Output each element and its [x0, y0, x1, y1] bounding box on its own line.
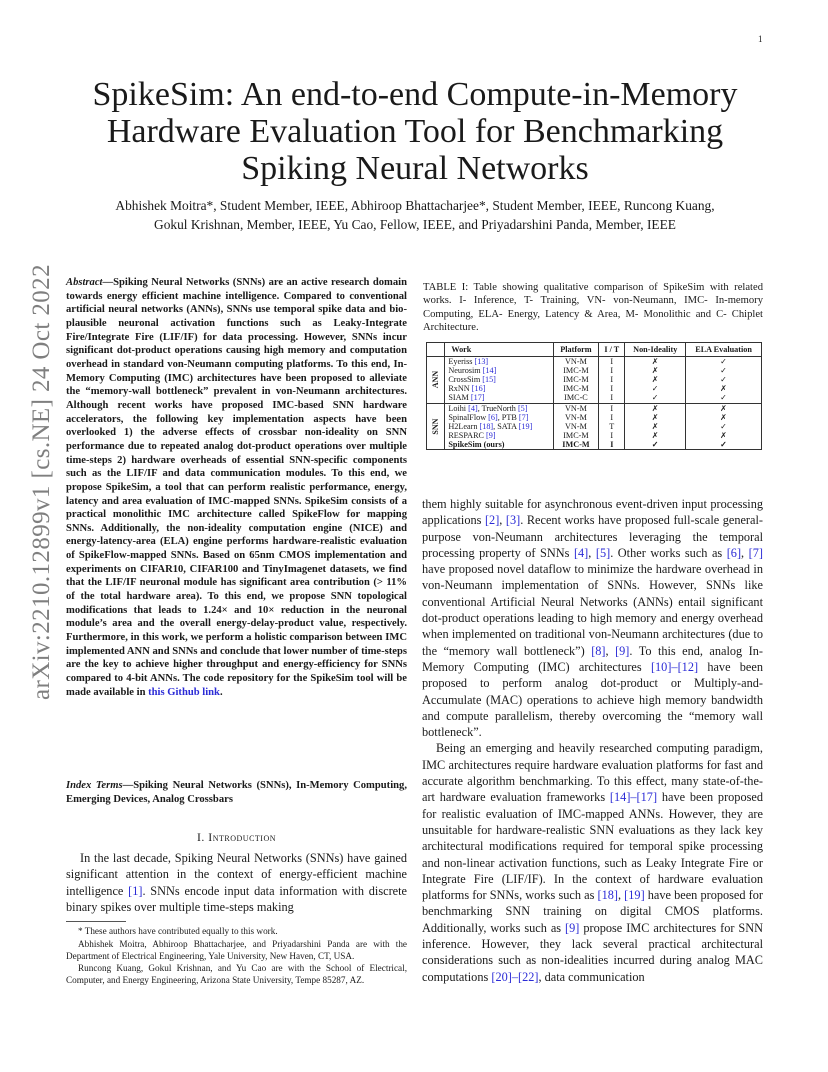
citation-link[interactable]: [20]–[22] [491, 969, 539, 984]
abstract-lead: Abstract [66, 277, 103, 288]
work-name: CrossSim [448, 375, 483, 385]
table-row [427, 375, 762, 384]
page-number: 1 [758, 34, 763, 44]
citation-link[interactable]: [1] [128, 883, 143, 898]
group-cell-snn [427, 403, 445, 449]
header-inference-training: I / T [599, 343, 625, 357]
work-name: RESPARC [448, 430, 487, 440]
footnote-divider [66, 921, 126, 922]
text: , data communication [538, 969, 645, 984]
citation-link[interactable]: [3] [505, 513, 521, 528]
citation-link[interactable]: [15] [482, 375, 496, 385]
paper-title: SpikeSim: An end-to-end Compute-in-Memory Hardware Evaluation Tool for Benchmarking Spiking Neural Networks [92, 76, 738, 187]
text: propose IMC architectures for SNN inference. However, they lack several practical architectural considerations such as non-idealities incurred during analog MAC computations [422, 920, 763, 984]
cell-work [445, 393, 553, 403]
cell-inference-training: T [599, 422, 625, 431]
cell-work [445, 384, 553, 393]
cell-inference-training: I [599, 375, 625, 384]
abstract-end: . [219, 686, 223, 698]
citation-link[interactable]: [6] [488, 412, 498, 422]
citation-link[interactable]: [6] [726, 545, 742, 560]
text: . To this end, analog In-Memory Computing (IMC) architectures [422, 643, 763, 674]
table-row [427, 384, 762, 393]
cell-inference-training: I [599, 403, 625, 413]
work-name: SpinalFlow [448, 412, 489, 422]
cell-non-ideality: ✗ [625, 422, 686, 431]
cell-non-ideality: ✗ [625, 431, 686, 440]
footnote-equal-contribution: * These authors have contributed equally to this work. [78, 926, 278, 936]
intro-text-2: . SNNs encode input data information with discrete binary spikes over multiple time-steps making [66, 883, 407, 914]
cell-ela: ✓ [686, 366, 762, 375]
table-row [427, 403, 762, 413]
header-work: Work [445, 343, 553, 357]
index-terms-lead: Index Terms [66, 780, 123, 791]
comparison-table [426, 342, 762, 450]
cell-non-ideality: ✓ [625, 440, 686, 450]
cell-ela: ✓ [686, 440, 762, 450]
citation-link[interactable]: [16] [471, 384, 486, 394]
cell-work [445, 431, 553, 440]
work-name: Neurosim [448, 366, 483, 376]
cell-inference-training: I [599, 384, 625, 393]
comparison-table-container [426, 342, 762, 450]
text: , [617, 888, 625, 903]
cell-work [445, 413, 553, 422]
body-paragraph-2 [422, 740, 763, 984]
text: . Other works such as [610, 545, 727, 560]
intro-paragraph [66, 850, 407, 915]
table-row [427, 431, 762, 440]
authors-line-1: Abhishek Moitra*, Student Member, IEEE, Abhiroop Bhattacharjee*, Student Member, IEEE, Runcong Kuang, [115, 198, 715, 213]
cell-platform: VN-M [553, 357, 599, 367]
work-name: SIAM [448, 393, 471, 403]
footnote-yale-affiliation: Abhishek Moitra, Abhiroop Bhattacharjee, and Priyadarshini Panda are with the Department of Electrical Engineering, Yale University, New Haven, CT, USA. [66, 938, 407, 961]
table-row [427, 366, 762, 375]
citation-link[interactable]: [19] [624, 888, 645, 903]
cell-platform: IMC-M [553, 440, 599, 450]
text: , [605, 643, 616, 658]
citation-link[interactable]: [9] [615, 643, 630, 658]
citation-link[interactable]: [2] [484, 513, 500, 528]
text: , [741, 545, 749, 560]
cell-non-ideality: ✗ [625, 366, 686, 375]
abstract [66, 276, 407, 699]
citation-link[interactable]: [19] [518, 421, 533, 431]
cell-platform: IMC-M [553, 384, 599, 393]
cell-platform: IMC-M [553, 431, 599, 440]
cell-non-ideality: ✗ [625, 413, 686, 422]
table-header-row [427, 343, 762, 357]
cell-inference-training: I [599, 366, 625, 375]
work-name: , TrueNorth [477, 403, 518, 413]
text: have proposed novel dataflow to minimize the hardware overhead in von-Neumann implementation of SNNs. However, SNNs like conventional Artificial Neural Networks (ANNs) entail significant dot-product operations leading to high memory and energy overhead when implemented on traditional von-Neumann architectures (due to the “memory wall bottleneck”) [422, 562, 763, 658]
table-row [427, 357, 762, 367]
text: . Recent works have proposed full-scale general-purpose von-Neumann architectures leveraging the temporal processing property of SNNs [422, 513, 763, 560]
index-terms-text: —Spiking Neural Networks (SNNs), In-Memory Computing, Emerging Devices, Analog Crossbars [66, 780, 407, 805]
cell-platform: VN-M [553, 403, 599, 413]
table-row [427, 440, 762, 450]
group-label-ann: ANN [431, 371, 441, 389]
citation-link[interactable]: [18] [597, 888, 618, 903]
text: them highly suitable for asynchronous event-driven input processing applications [422, 497, 763, 528]
authors-line-2: Gokul Krishnan, Member, IEEE, Yu Cao, Fellow, IEEE, and Priyadarshini Panda, Member, IEEE [154, 217, 676, 232]
cell-ela: ✗ [686, 384, 762, 393]
citation-link[interactable]: [10]–[12] [650, 659, 699, 674]
text: , [588, 545, 596, 560]
cell-inference-training: I [599, 431, 625, 440]
intro-text-1: In the last decade, Spiking Neural Networks (SNNs) have gained significant attention in the context of energy-efficient machine intelligence [66, 851, 407, 898]
table-caption: TABLE I: Table showing qualitative comparison of SpikeSim with related works. I- Inference, T- Training, VN- von-Neumann, IMC- In-memory Computing, ELA- Energy, Latency & Area, M- Monolithic and C- Chiplet Architecture. [423, 282, 763, 334]
section-heading-introduction: I. Introduction [196, 830, 277, 844]
cell-platform: VN-M [553, 413, 599, 422]
github-link[interactable]: this Github link [148, 686, 220, 698]
author-list [62, 196, 768, 234]
cell-platform: VN-M [553, 422, 599, 431]
citation-link[interactable]: [13] [474, 357, 489, 367]
text: have been proposed for realistic evaluation of IMC-mapped ANNs. However, they are unsuitable for hardware-realistic SNN evaluations as they lack key architectural modifications required for temporal spike processing and non-linear activation functions, such as Leaky Integrate Fire or Integrate Fire (LIF/IF). In the context of hardware evaluation platforms for SNNs, works such as [422, 790, 763, 903]
cell-platform: IMC-C [553, 393, 599, 403]
header-ela: ELA Evaluation [686, 343, 762, 357]
cell-platform: IMC-M [553, 375, 599, 384]
cell-work [445, 422, 553, 431]
cell-work [445, 357, 553, 367]
text: have been proposed for benchmarking SNN training on digital CMOS platforms. Additionally, works such as [422, 888, 763, 935]
cell-inference-training: I [599, 357, 625, 367]
header-non-ideality: Non-Ideality [625, 343, 686, 357]
text: Being an emerging and heavily researched computing paradigm, IMC architectures require hardware evaluation platforms for fast and accurate algorithm benchmarking. To this effect, many state-of-the-art hardware evaluation frameworks [422, 741, 763, 805]
cell-inference-training: I [599, 440, 625, 450]
cell-inference-training: I [599, 413, 625, 422]
arxiv-identifier: arXiv:2210.12899v1 [cs.NE] 24 Oct 2022 [28, 264, 55, 700]
cell-inference-training: I [599, 393, 625, 403]
group-cell-ann [427, 357, 445, 403]
cell-work [445, 366, 553, 375]
cell-ela: ✓ [686, 422, 762, 431]
text: have been proposed to perform analog dot-product or Multiply-and-Accumulate (MAC) operations to achieve high memory bandwidth and compute parallelism, thereby overcoming the “memory wall bottleneck”. [422, 659, 763, 740]
citation-link[interactable]: [5] [517, 403, 528, 413]
citation-link[interactable]: [14]–[17] [609, 790, 658, 805]
cell-work [445, 375, 553, 384]
cell-ela: ✗ [686, 413, 762, 422]
work-name: , SATA [493, 421, 519, 431]
citation-link[interactable]: [7] [518, 412, 529, 422]
footnote-asu-affiliation: Runcong Kuang, Gokul Krishnan, and Yu Cao are with the School of Electrical, Computer, and Energy Engineering, Arizona State University, Tempe 85287, AZ. [66, 963, 407, 986]
cell-work [445, 440, 553, 450]
footnotes [66, 926, 407, 988]
cell-work [445, 403, 553, 413]
cell-ela: ✗ [686, 403, 762, 413]
citation-link[interactable]: [4] [573, 545, 589, 560]
header-group [427, 343, 445, 357]
work-name: Loihi [448, 403, 469, 413]
work-name: Eyeriss [448, 357, 475, 367]
citation-link[interactable]: [9] [565, 920, 580, 935]
citation-link[interactable]: [7] [748, 545, 763, 560]
cell-non-ideality: ✓ [625, 393, 686, 403]
right-column-text [422, 496, 763, 985]
work-name: , PTB [497, 412, 519, 422]
body-paragraph-1 [422, 496, 763, 740]
cell-non-ideality: ✓ [625, 384, 686, 393]
text: , [499, 513, 506, 528]
work-name: H2Learn [448, 421, 480, 431]
citation-link[interactable]: [4] [468, 403, 478, 413]
header-platform: Platform [553, 343, 599, 357]
citation-link[interactable]: [5] [595, 545, 611, 560]
citation-link[interactable]: [14] [482, 366, 497, 376]
citation-link[interactable]: [8] [591, 643, 606, 658]
work-name: SpikeSim (ours) [448, 439, 505, 449]
group-label-snn: SNN [431, 418, 441, 435]
cell-ela: ✓ [686, 393, 762, 403]
citation-link[interactable]: [9] [486, 430, 496, 440]
table-row [427, 422, 762, 431]
citation-link[interactable]: [18] [479, 421, 494, 431]
index-terms [66, 779, 407, 806]
citation-link[interactable]: [17] [470, 393, 485, 403]
cell-non-ideality: ✗ [625, 357, 686, 367]
cell-ela: ✗ [686, 431, 762, 440]
cell-platform: IMC-M [553, 366, 599, 375]
abstract-text: —Spiking Neural Networks (SNNs) are an active research domain towards energy efficient machine intelligence. Compared to conventional artificial neural networks (ANNs), SNNs use temporal spike data and bio-plausible neuronal activation functions such as Leaky-Integrate Fire/Integrate Fire (LIF/IF) for data processing. However, SNNs incur significant dot-product operations causing high memory and computation overhead in standard von-Neumann computing platforms. To this end, In-Memory Computing (IMC) architectures have been proposed to alleviate the “memory-wall bottleneck” prevalent in von-Neumann architectures. Although recent works have proposed IMC-based SNN hardware accelerators, the following key implementation aspects have been overlooked 1) the adverse effects of crossbar non-ideality on SNN performance due to repeated analog dot-product operations over multiple time-steps 2) hardware overheads of essential SNN-specific components such as the LIF/IF and data communication modules. To this end, we propose SpikeSim, a tool that can perform realistic performance, energy, latency and area evaluation of IMC-mapped SNNs. SpikeSim consists of a practical monolithic IMC architecture called SpikeFlow for mapping SNNs. Additionally, the non-ideality computation engine (NICE) and energy-latency-area (ELA) engine performs hardware-realistic evaluation of SpikeFlow-mapped SNNs. Based on 65nm CMOS implementation and experiments on CIFAR10, CIFAR100 and TinyImagenet datasets, we find that the LIF/IF neuronal module has significant area contribution (> 11% of the total hardware area). To this end, we propose SNN topological modifications that leads to 1.24× and 10× reduction in the neuronal module’s area and the overall energy-delay-product value, respectively. Furthermore, in this work, we perform a holistic comparison between IMC implemented ANN and SNNs and conclude that lower number of time-steps are the key to achieve higher throughput and energy-efficiency for SNNs compared to 4-bit ANNs. The code repository for the SpikeSim tool will be made available in [66, 277, 407, 698]
cell-ela: ✓ [686, 375, 762, 384]
cell-non-ideality: ✗ [625, 375, 686, 384]
table-row [427, 393, 762, 403]
table-row [427, 413, 762, 422]
cell-ela: ✓ [686, 357, 762, 367]
cell-non-ideality: ✗ [625, 403, 686, 413]
work-name: RxNN [448, 384, 472, 394]
